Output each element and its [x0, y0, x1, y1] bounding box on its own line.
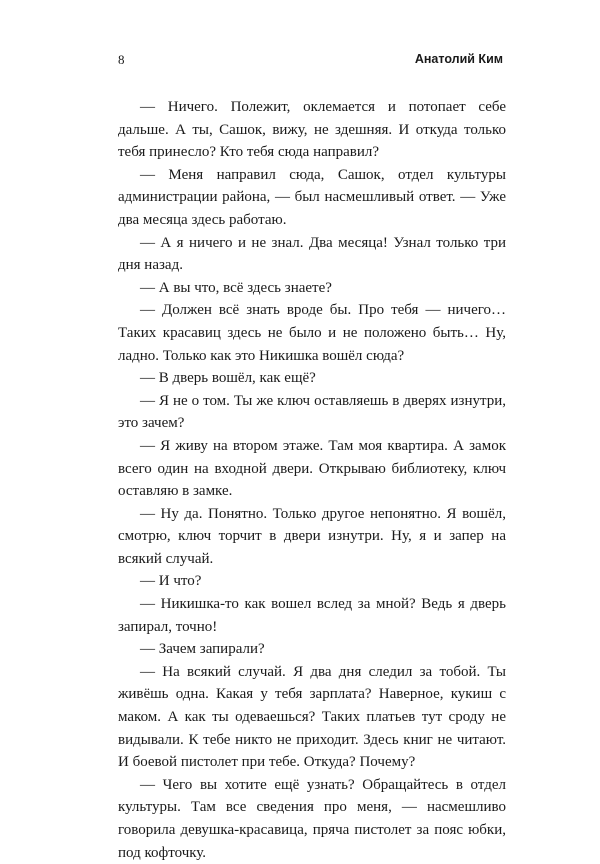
- paragraph: — Чего вы хотите ещё узнать? Обращайтесь в отдел культуры. Там все сведения про меня, — насмешливо говорила девушка-красавица, пряча пистолет за пояс юбки, под кофточку.: [118, 776, 506, 861]
- paragraph: — В дверь вошёл, как ещё?: [140, 370, 316, 387]
- paragraph: — А вы что, всё здесь знаете?: [140, 279, 332, 296]
- paragraph: — Должен всё знать вроде бы. Про тебя — ничего… Таких красавиц здесь не было и не положено быть… Ну, ладно. Только как это Никишка вошёл сюда?: [118, 302, 506, 364]
- paragraph: — Зачем запирали?: [140, 641, 265, 658]
- paragraph: — Я живу на втором этаже. Там моя квартира. А замок всего один на входной двери. Открываю библиотеку, ключ оставляю в замке.: [118, 437, 506, 500]
- paragraph: — И что?: [140, 573, 202, 590]
- paragraph: — А я ничего и не знал. Два месяца! Узнал только три дня назад.: [118, 234, 506, 274]
- page-number: 8: [118, 52, 125, 67]
- paragraph: — Меня направил сюда, Сашок, отдел культуры администрации района, — был насмешливый ответ. — Уже два месяца здесь работаю.: [118, 166, 506, 228]
- paragraph: — На всякий случай. Я два дня следил за тобой. Ты живёшь одна. Какая у тебя зарплата? Наверное, кукиш с маком. А как ты одеваешься? Таких платьев тут сроду не видывали. К тебе никто не приходит. Здесь книг не читают. И боевой пистолет при тебе. Откуда? Почему?: [118, 663, 506, 771]
- paragraph: — Ну да. Понятно. Только другое непонятно. Я вошёл, смотрю, ключ торчит в двери изнутри. Ну, я и запер на всякий случай.: [118, 505, 506, 567]
- paragraph: — Я не о том. Ты же ключ оставляешь в дверях изнутри, это зачем?: [118, 392, 506, 432]
- running-head-author: Анатолий Ким: [414, 52, 503, 66]
- paragraph: — Никишка-то как вошел вслед за мной? Ведь я дверь запирал, точно!: [118, 596, 506, 635]
- paragraph: — Ничего. Полежит, оклемается и потопает себе дальше. А ты, Сашок, вижу, не здешняя. И откуда только тебя принесло? Кто тебя сюда направил?: [118, 99, 506, 161]
- body-text: [118, 96, 506, 864]
